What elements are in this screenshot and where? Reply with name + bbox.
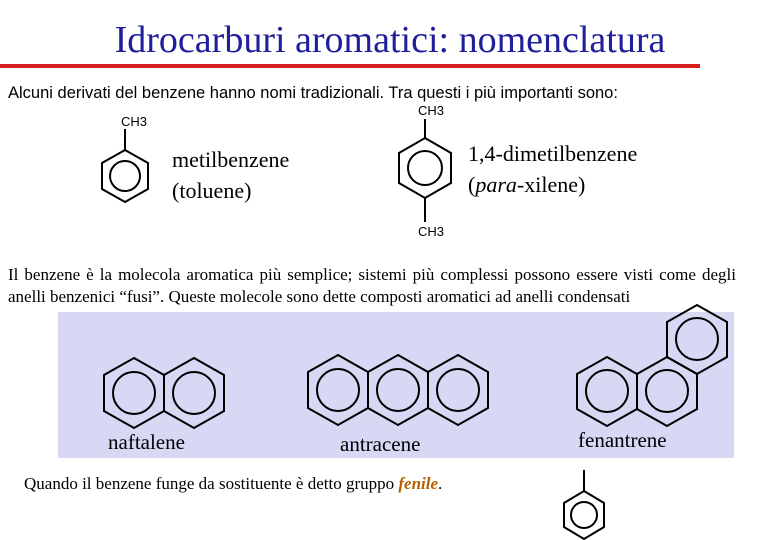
naftalene-label: naftalene bbox=[108, 430, 185, 454]
page-title: Idrocarburi aromatici: nomenclatura bbox=[114, 19, 666, 61]
xylene-bottom-ch3-label: CH3 bbox=[418, 224, 445, 239]
toluene-name-line2: (toluene) bbox=[172, 178, 252, 203]
fenile-term: fenile bbox=[398, 474, 439, 493]
toluene-ch3-label: CH3 bbox=[121, 114, 148, 129]
toluene-name-line1: metilbenzene bbox=[172, 147, 290, 172]
xylene-name-line1: 1,4-dimetilbenzene bbox=[468, 141, 638, 166]
footer-text: Quando il benzene funge da sostituente è detto gruppo fenile. bbox=[24, 474, 443, 493]
highlighted-word: condensati bbox=[557, 287, 631, 306]
phenyl-aromatic-circle bbox=[571, 502, 597, 528]
xylene-name-line2: (para-xilene) bbox=[468, 172, 586, 197]
xylene-top-ch3-label: CH3 bbox=[418, 103, 445, 118]
fenantrene-label: fenantrene bbox=[578, 428, 667, 452]
antracene-label: antracene bbox=[340, 432, 421, 456]
xylene-para-italic: para bbox=[475, 172, 517, 197]
paragraph: Il benzene è la molecola aromatica più semplice; sistemi più complessi possono essere visti come degli anelli benzenici “fusi”. Queste molecole sono dette composti aromatici ad anelli condensati bbox=[8, 265, 736, 306]
intro-text: Alcuni derivati del benzene hanno nomi tradizionali. Tra questi i più importanti sono: bbox=[8, 84, 618, 102]
